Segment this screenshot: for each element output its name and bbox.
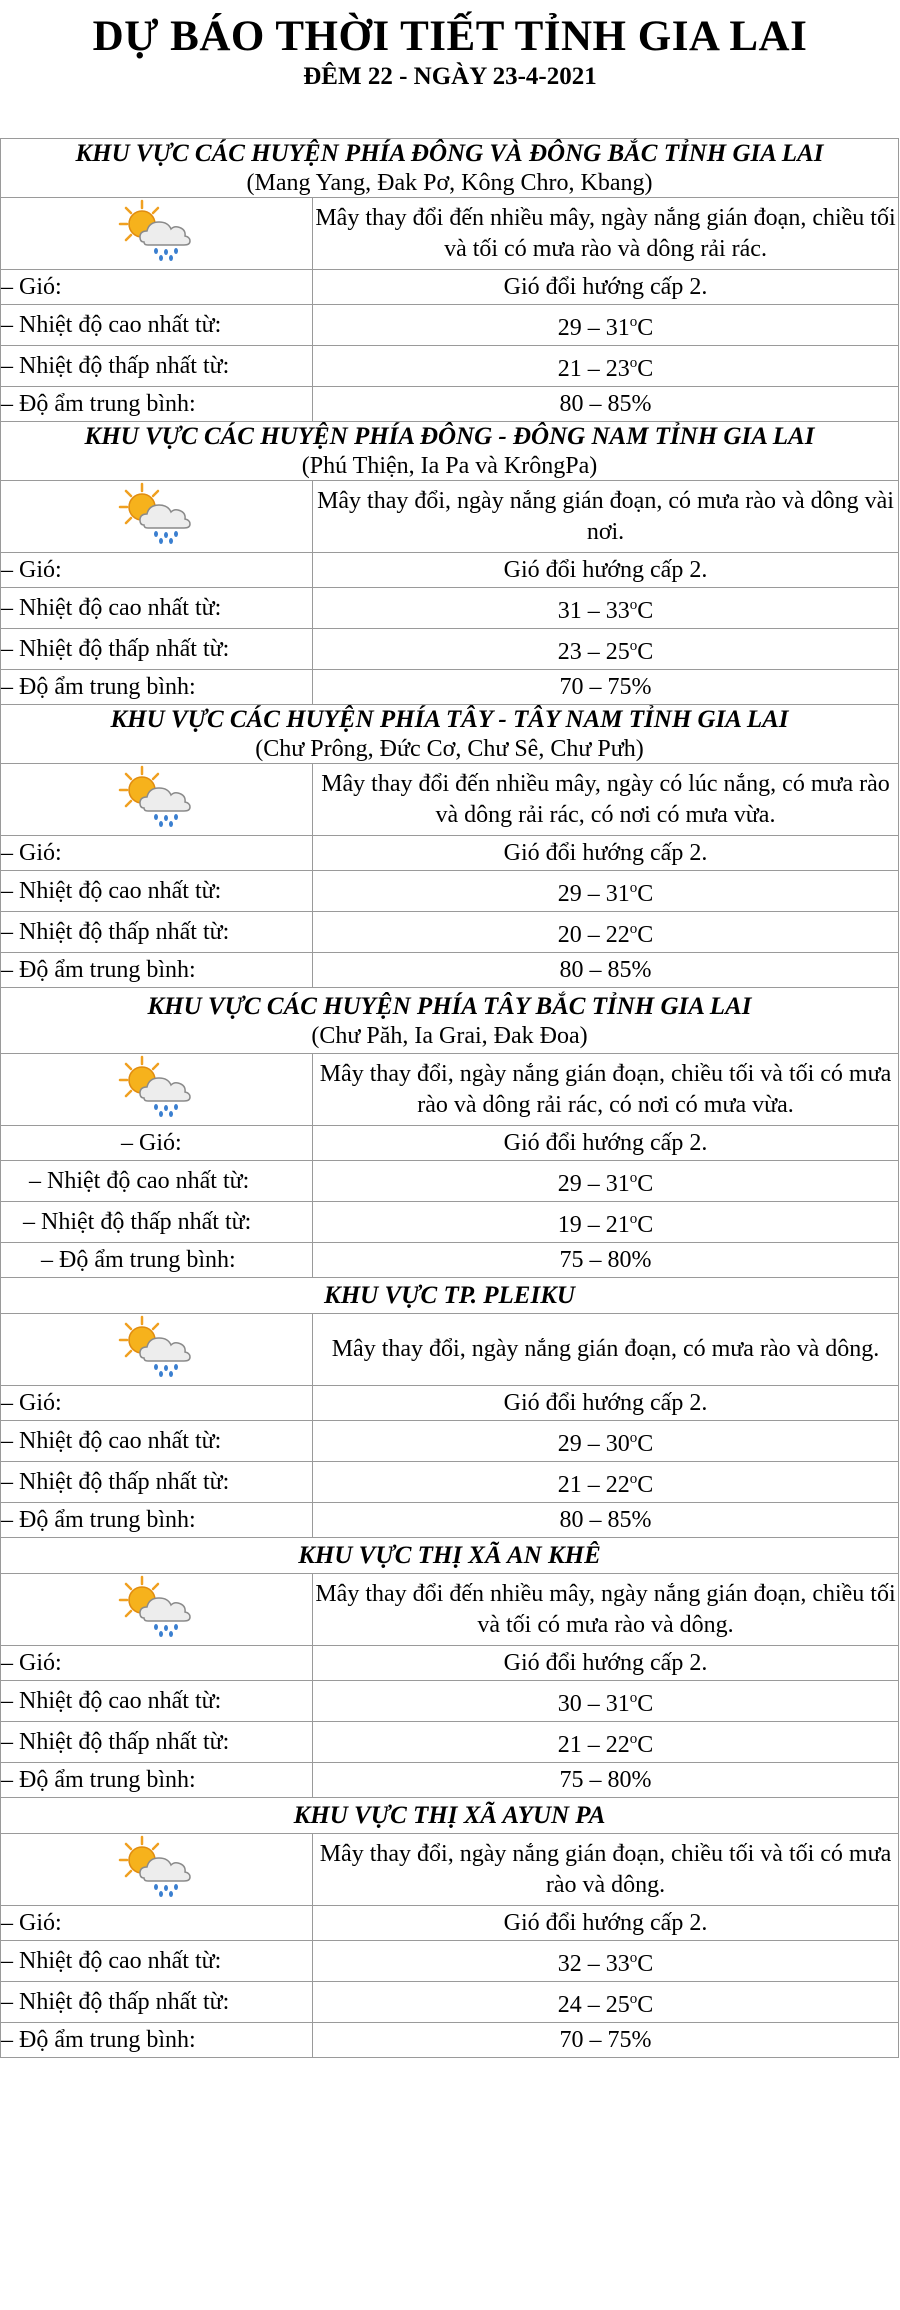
- max-temp-label: – Nhiệt độ cao nhất từ:: [1, 871, 313, 912]
- wind-value: Gió đổi hướng cấp 2.: [313, 553, 899, 588]
- region-subtitle: (Chư Prông, Đức Cơ, Chư Sê, Chư Pưh): [255, 736, 644, 762]
- humidity-value: 75 – 80%: [313, 1243, 899, 1278]
- min-temp-label: – Nhiệt độ thấp nhất từ:: [1, 1722, 313, 1763]
- region-subtitle: (Phú Thiện, Ia Pa và KrôngPa): [301, 453, 598, 479]
- wind-label: – Gió:: [1, 1126, 313, 1161]
- degree-sign: o: [629, 1950, 638, 1966]
- region-header-row: [1, 1538, 899, 1574]
- celsius-unit: C: [637, 1171, 654, 1197]
- region-subtitle: (Mang Yang, Đak Pơ, Kông Chro, Kbang): [246, 170, 653, 196]
- degree-sign: o: [629, 355, 638, 371]
- region-description-row: [1, 198, 899, 270]
- min-temp-row: [1, 346, 899, 387]
- region-title: KHU VỰC CÁC HUYỆN PHÍA TÂY - TÂY NAM TỈNH GIA LAI: [110, 706, 789, 733]
- max-temp-row: [1, 871, 899, 912]
- weather-icon-cell: [1, 198, 313, 270]
- region-title: KHU VỰC CÁC HUYỆN PHÍA ĐÔNG VÀ ĐÔNG BẮC TỈNH GIA LAI: [75, 140, 824, 167]
- region-description-row: [1, 764, 899, 836]
- region-header-row: [1, 1798, 899, 1834]
- wind-value: Gió đổi hướng cấp 2.: [313, 836, 899, 871]
- humidity-label: – Độ ẩm trung bình:: [1, 1243, 313, 1278]
- max-temp-value: [313, 1421, 899, 1462]
- weather-icon-cell: [1, 1054, 313, 1126]
- max-temp-row: [1, 1161, 899, 1202]
- wind-row: [1, 553, 899, 588]
- min-temp-range: 21 – 22: [557, 1472, 630, 1498]
- wind-label: – Gió:: [1, 1386, 313, 1421]
- wind-row: [1, 836, 899, 871]
- region-header-row: [1, 422, 899, 481]
- degree-sign: o: [629, 1430, 638, 1446]
- wind-row: [1, 1906, 899, 1941]
- degree-sign: o: [629, 1690, 638, 1706]
- region-description: Mây thay đổi đến nhiều mây, ngày nắng gián đoạn, chiều tối và tối có mưa rào và dông.: [313, 1574, 899, 1646]
- max-temp-range: 29 – 31: [557, 1171, 630, 1197]
- region-header: [1, 705, 899, 764]
- max-temp-range: 31 – 33: [557, 598, 630, 624]
- humidity-row: [1, 1243, 899, 1278]
- wind-row: [1, 270, 899, 305]
- wind-label: – Gió:: [1, 1906, 313, 1941]
- min-temp-value: [313, 346, 899, 387]
- max-temp-label: – Nhiệt độ cao nhất từ:: [1, 1161, 313, 1202]
- max-temp-value: [313, 588, 899, 629]
- region-subtitle: (Chư Păh, Ia Grai, Đak Đoa): [311, 1022, 588, 1049]
- max-temp-range: 30 – 31: [557, 1691, 630, 1717]
- humidity-value: 75 – 80%: [313, 1763, 899, 1798]
- max-temp-row: [1, 305, 899, 346]
- min-temp-label: – Nhiệt độ thấp nhất từ:: [1, 912, 313, 953]
- max-temp-label: – Nhiệt độ cao nhất từ:: [1, 305, 313, 346]
- region-header-row: [1, 1278, 899, 1314]
- region-title: KHU VỰC THỊ XÃ AN KHÊ: [298, 1541, 601, 1569]
- region-header: [1, 1278, 899, 1314]
- wind-row: [1, 1386, 899, 1421]
- humidity-label: – Độ ẩm trung bình:: [1, 2023, 313, 2058]
- min-temp-value: [313, 1722, 899, 1763]
- region-description: Mây thay đổi, ngày nắng gián đoạn, có mưa rào và dông.: [313, 1314, 899, 1386]
- weather-icon-cell: [1, 1314, 313, 1386]
- degree-sign: o: [629, 1471, 638, 1487]
- region-title: KHU VỰC THỊ XÃ AYUN PA: [293, 1801, 606, 1829]
- partly-cloudy-rain-icon: [118, 481, 196, 552]
- celsius-unit: C: [637, 1691, 654, 1717]
- humidity-value: 70 – 75%: [313, 670, 899, 705]
- max-temp-row: [1, 1681, 899, 1722]
- max-temp-label: – Nhiệt độ cao nhất từ:: [1, 588, 313, 629]
- min-temp-value: [313, 1982, 899, 2023]
- degree-sign: o: [629, 1211, 638, 1227]
- celsius-unit: C: [637, 1212, 654, 1238]
- degree-sign: o: [629, 638, 638, 654]
- humidity-row: [1, 1503, 899, 1538]
- degree-sign: o: [629, 314, 638, 330]
- celsius-unit: C: [637, 1732, 654, 1758]
- partly-cloudy-rain-icon: [118, 1834, 196, 1905]
- celsius-unit: C: [637, 922, 654, 948]
- region-description: Mây thay đổi đến nhiều mây, ngày có lúc nắng, có mưa rào và dông rải rác, có nơi có mưa vừa.: [313, 764, 899, 836]
- max-temp-label: – Nhiệt độ cao nhất từ:: [1, 1681, 313, 1722]
- celsius-unit: C: [637, 639, 654, 665]
- humidity-label: – Độ ẩm trung bình:: [1, 670, 313, 705]
- max-temp-value: [313, 871, 899, 912]
- region-description-row: [1, 1834, 899, 1906]
- region-header-row: [1, 139, 899, 198]
- celsius-unit: C: [637, 1431, 654, 1457]
- min-temp-row: [1, 1722, 899, 1763]
- max-temp-label: – Nhiệt độ cao nhất từ:: [1, 1941, 313, 1982]
- min-temp-label: – Nhiệt độ thấp nhất từ:: [1, 346, 313, 387]
- max-temp-range: 32 – 33: [557, 1951, 630, 1977]
- max-temp-row: [1, 1941, 899, 1982]
- degree-sign: o: [629, 1731, 638, 1747]
- region-description: Mây thay đổi, ngày nắng gián đoạn, chiều tối và tối có mưa rào và dông.: [313, 1834, 899, 1906]
- max-temp-row: [1, 588, 899, 629]
- region-header-row: [1, 988, 899, 1054]
- min-temp-range: 24 – 25: [557, 1992, 630, 2018]
- wind-row: [1, 1126, 899, 1161]
- max-temp-label: – Nhiệt độ cao nhất từ:: [1, 1421, 313, 1462]
- max-temp-range: 29 – 31: [557, 315, 630, 341]
- partly-cloudy-rain-icon: [118, 764, 196, 835]
- degree-sign: o: [629, 880, 638, 896]
- celsius-unit: C: [637, 598, 654, 624]
- max-temp-value: [313, 1941, 899, 1982]
- min-temp-value: [313, 1202, 899, 1243]
- degree-sign: o: [629, 597, 638, 613]
- celsius-unit: C: [637, 1472, 654, 1498]
- region-header-row: [1, 705, 899, 764]
- region-description: Mây thay đổi đến nhiều mây, ngày nắng gián đoạn, chiều tối và tối có mưa rào và dông rải rác.: [313, 198, 899, 270]
- min-temp-row: [1, 1462, 899, 1503]
- humidity-value: 80 – 85%: [313, 953, 899, 988]
- forecast-table: [0, 138, 899, 2058]
- max-temp-range: 29 – 30: [557, 1431, 630, 1457]
- region-header: [1, 139, 899, 198]
- weather-icon-cell: [1, 481, 313, 553]
- degree-sign: o: [629, 921, 638, 937]
- humidity-row: [1, 1763, 899, 1798]
- min-temp-row: [1, 629, 899, 670]
- celsius-unit: C: [637, 315, 654, 341]
- partly-cloudy-rain-icon: [118, 1314, 196, 1385]
- min-temp-row: [1, 1202, 899, 1243]
- celsius-unit: C: [637, 1992, 654, 2018]
- wind-row: [1, 1646, 899, 1681]
- humidity-value: 80 – 85%: [313, 1503, 899, 1538]
- min-temp-label: – Nhiệt độ thấp nhất từ:: [1, 1982, 313, 2023]
- region-description-row: [1, 1574, 899, 1646]
- wind-value: Gió đổi hướng cấp 2.: [313, 1386, 899, 1421]
- region-title: KHU VỰC CÁC HUYỆN PHÍA ĐÔNG - ĐÔNG NAM TỈNH GIA LAI: [84, 423, 815, 450]
- humidity-label: – Độ ẩm trung bình:: [1, 953, 313, 988]
- min-temp-range: 21 – 23: [557, 356, 630, 382]
- wind-value: Gió đổi hướng cấp 2.: [313, 1646, 899, 1681]
- region-description-row: [1, 481, 899, 553]
- region-header: [1, 988, 899, 1054]
- region-title: KHU VỰC TP. PLEIKU: [324, 1281, 575, 1309]
- min-temp-row: [1, 912, 899, 953]
- min-temp-value: [313, 1462, 899, 1503]
- weather-icon-cell: [1, 1574, 313, 1646]
- celsius-unit: C: [637, 1951, 654, 1977]
- humidity-row: [1, 670, 899, 705]
- wind-label: – Gió:: [1, 1646, 313, 1681]
- wind-value: Gió đổi hướng cấp 2.: [313, 270, 899, 305]
- min-temp-row: [1, 1982, 899, 2023]
- partly-cloudy-rain-icon: [118, 198, 196, 269]
- wind-label: – Gió:: [1, 553, 313, 588]
- min-temp-value: [313, 912, 899, 953]
- max-temp-value: [313, 1161, 899, 1202]
- celsius-unit: C: [637, 881, 654, 907]
- wind-value: Gió đổi hướng cấp 2.: [313, 1126, 899, 1161]
- region-description-row: [1, 1314, 899, 1386]
- min-temp-label: – Nhiệt độ thấp nhất từ:: [1, 1202, 313, 1243]
- min-temp-range: 19 – 21: [557, 1212, 630, 1238]
- weather-icon-cell: [1, 1834, 313, 1906]
- min-temp-label: – Nhiệt độ thấp nhất từ:: [1, 1462, 313, 1503]
- min-temp-value: [313, 629, 899, 670]
- humidity-row: [1, 953, 899, 988]
- humidity-row: [1, 2023, 899, 2058]
- degree-sign: o: [629, 1170, 638, 1186]
- humidity-row: [1, 387, 899, 422]
- max-temp-row: [1, 1421, 899, 1462]
- max-temp-value: [313, 1681, 899, 1722]
- region-header: [1, 422, 899, 481]
- humidity-label: – Độ ẩm trung bình:: [1, 1503, 313, 1538]
- humidity-value: 70 – 75%: [313, 2023, 899, 2058]
- region-description: Mây thay đổi, ngày nắng gián đoạn, có mưa rào và dông vài nơi.: [313, 481, 899, 553]
- wind-value: Gió đổi hướng cấp 2.: [313, 1906, 899, 1941]
- max-temp-value: [313, 305, 899, 346]
- max-temp-range: 29 – 31: [557, 881, 630, 907]
- min-temp-label: – Nhiệt độ thấp nhất từ:: [1, 629, 313, 670]
- celsius-unit: C: [637, 356, 654, 382]
- page-title: DỰ BÁO THỜI TIẾT TỈNH GIA LAI: [92, 13, 808, 60]
- region-title: KHU VỰC CÁC HUYỆN PHÍA TÂY BẮC TỈNH GIA LAI: [147, 992, 752, 1020]
- min-temp-range: 20 – 22: [557, 922, 630, 948]
- partly-cloudy-rain-icon: [118, 1574, 196, 1645]
- weather-icon-cell: [1, 764, 313, 836]
- page-subtitle: ĐÊM 22 - NGÀY 23-4-2021: [303, 63, 597, 90]
- wind-label: – Gió:: [1, 836, 313, 871]
- min-temp-range: 23 – 25: [557, 639, 630, 665]
- humidity-value: 80 – 85%: [313, 387, 899, 422]
- degree-sign: o: [629, 1991, 638, 2007]
- region-description: Mây thay đổi, ngày nắng gián đoạn, chiều tối và tối có mưa rào và dông rải rác, có nơi có mưa vừa.: [313, 1054, 899, 1126]
- region-header: [1, 1538, 899, 1574]
- min-temp-range: 21 – 22: [557, 1732, 630, 1758]
- humidity-label: – Độ ẩm trung bình:: [1, 1763, 313, 1798]
- wind-label: – Gió:: [1, 270, 313, 305]
- humidity-label: – Độ ẩm trung bình:: [1, 387, 313, 422]
- region-header: [1, 1798, 899, 1834]
- region-description-row: [1, 1054, 899, 1126]
- partly-cloudy-rain-icon: [118, 1054, 196, 1125]
